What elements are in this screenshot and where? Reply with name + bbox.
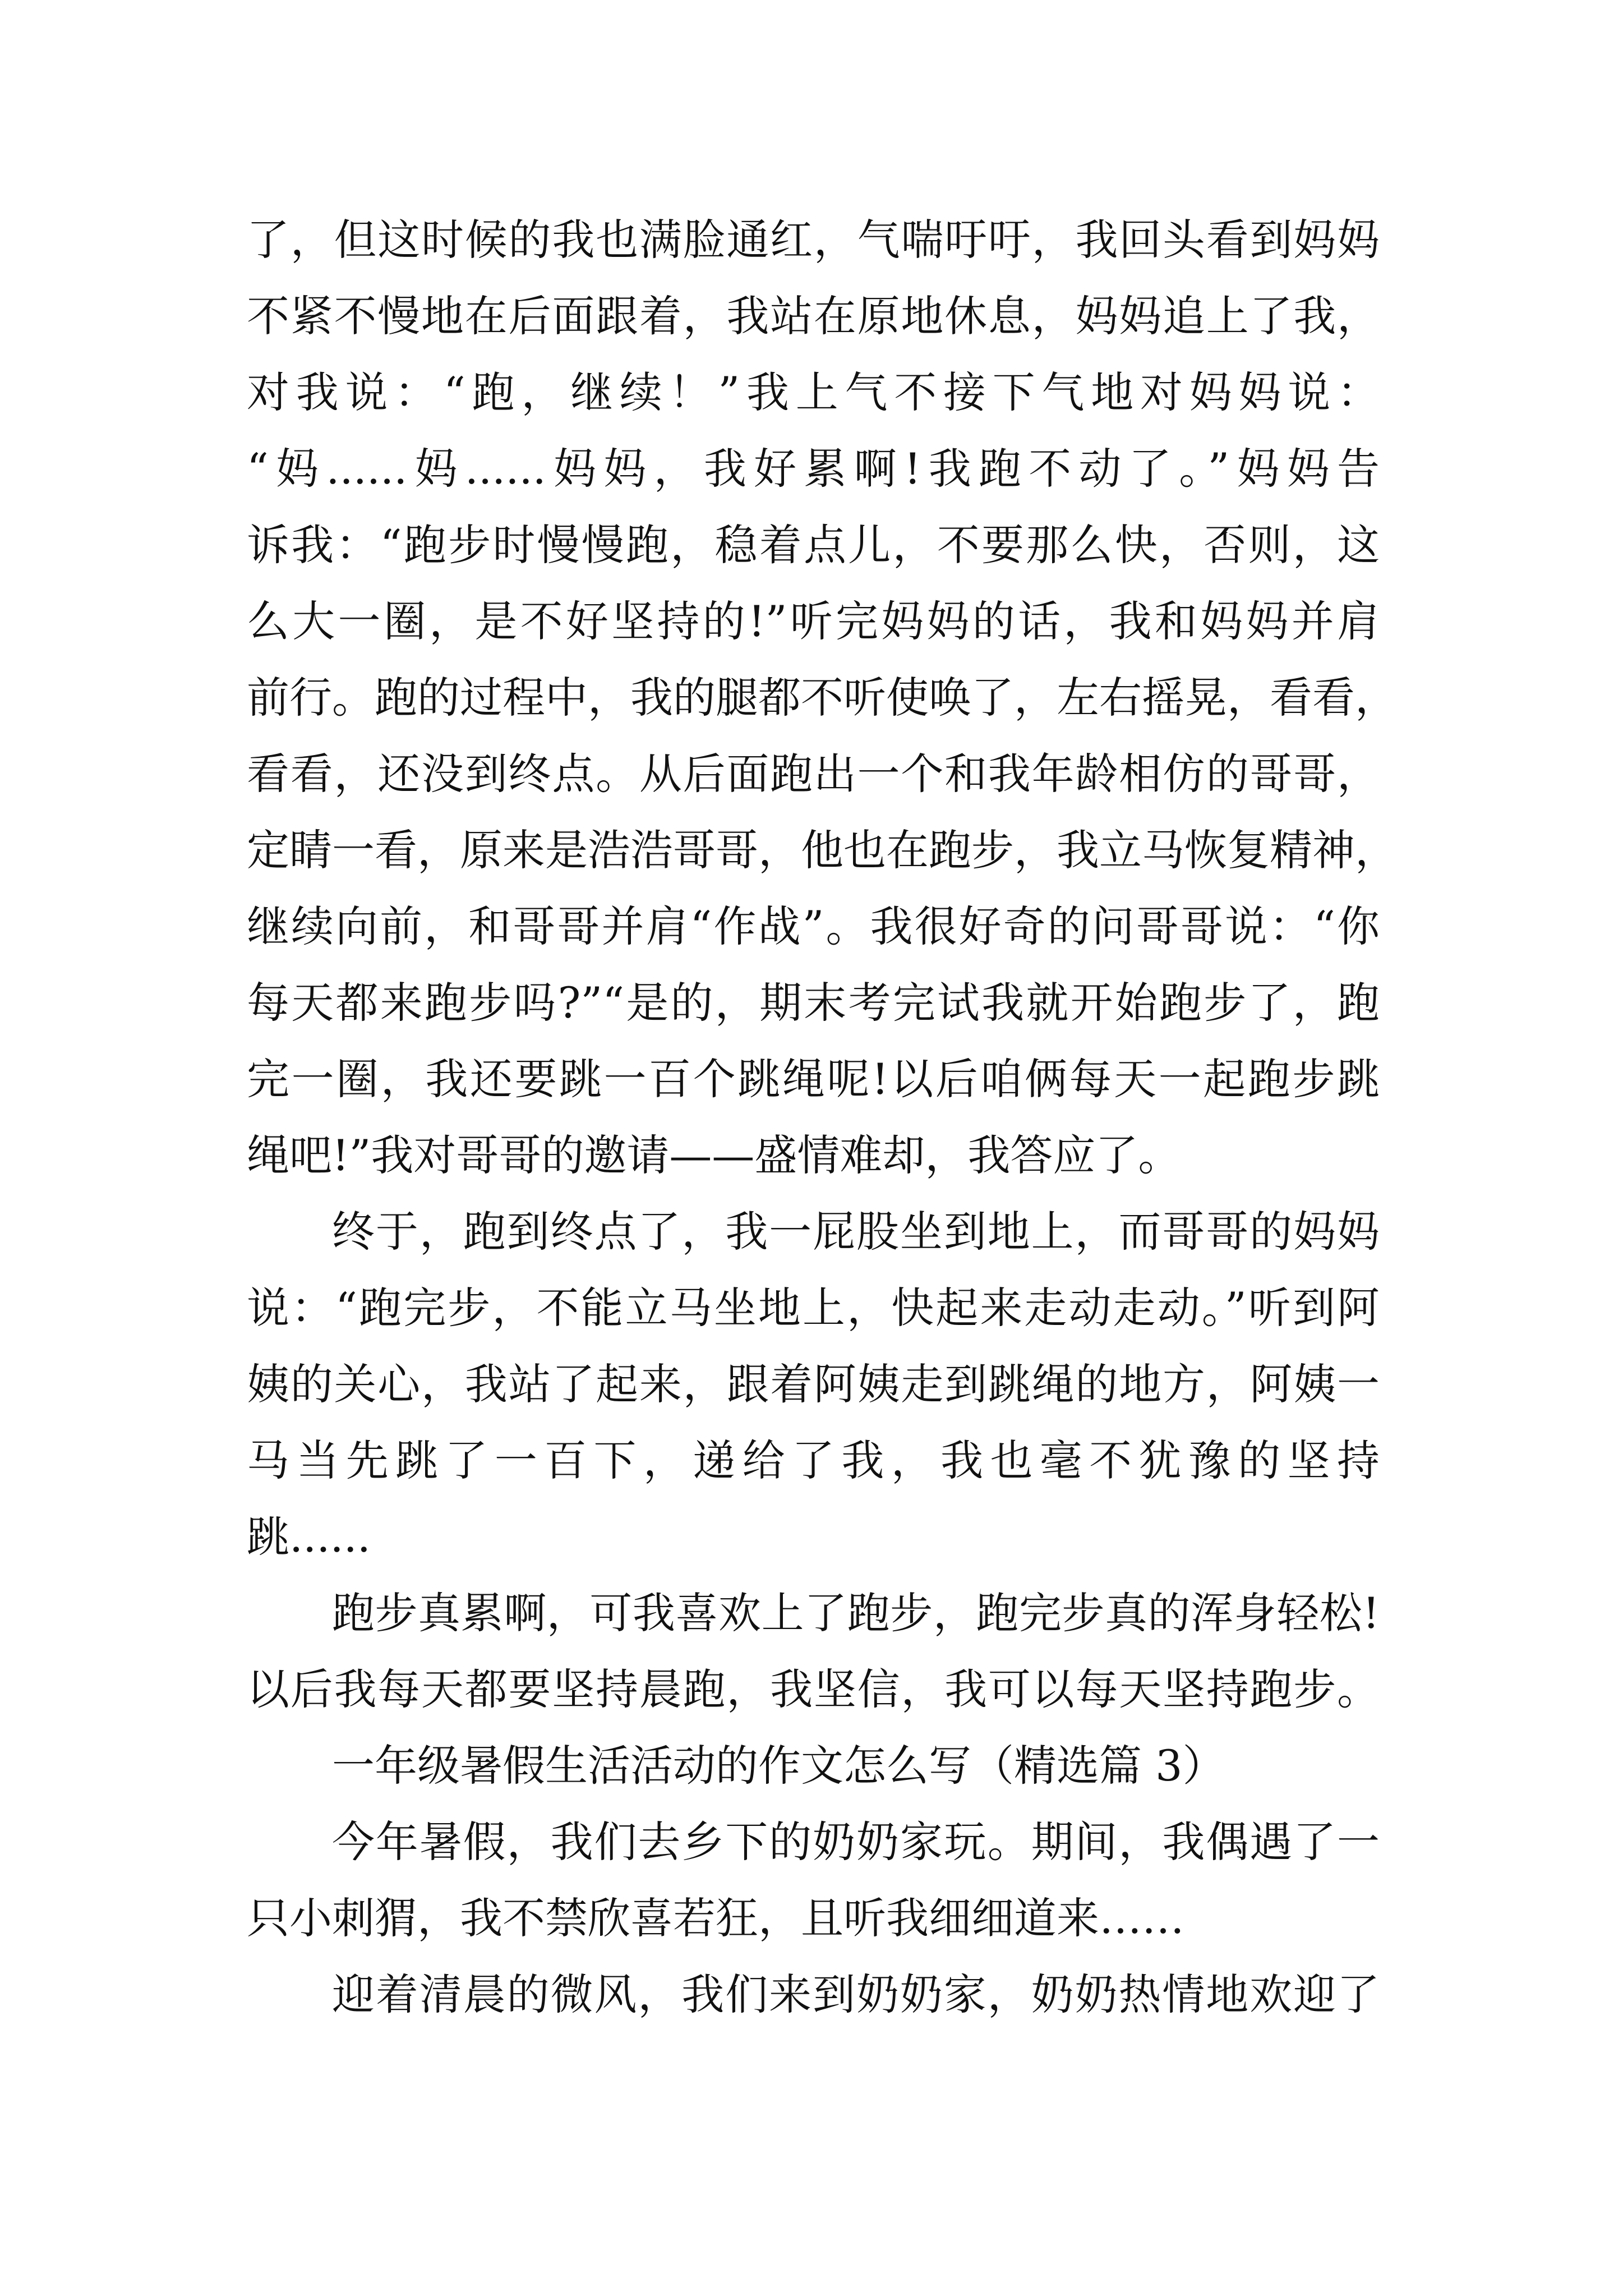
text-line: 以后我每天都要坚持晨跑，我坚信，我可以每天坚持跑步。 — [247, 1664, 1380, 1714]
text-line: “妈......妈......妈妈，我好累啊!我跑不动了。”妈妈告 — [247, 444, 1380, 494]
paragraph-first-line: 迎着清晨的微风，我们来到奶奶家，奶奶热情地欢迎了 — [332, 1970, 1380, 2019]
text-line: 每天都来跑步吗?”“是的，期末考完试我就开始跑步了，跑 — [247, 978, 1380, 1028]
text-line: 不紧不慢地在后面跟着，我站在原地休息，妈妈追上了我， — [247, 291, 1380, 341]
text-line: 对我说：“跑，继续！”我上气不接下气地对妈妈说： — [247, 367, 1380, 417]
text-line: 定睛一看，原来是浩浩哥哥，他也在跑步，我立马恢复精神， — [247, 825, 1398, 875]
text-line: 么大一圈，是不好坚持的!”听完妈妈的话，我和妈妈并肩 — [247, 596, 1380, 646]
paragraph-first-line: 今年暑假，我们去乡下的奶奶家玩。期间，我偶遇了一 — [332, 1817, 1380, 1867]
text-line: 只小刺猬，我不禁欣喜若狂，且听我细细道来…… — [247, 1893, 1184, 1943]
text-line: 跳...... — [247, 1512, 371, 1562]
text-line: 诉我：“跑步时慢慢跑，稳着点儿，不要那么快，否则，这 — [247, 520, 1380, 570]
text-line: 看看，还没到终点。从后面跑出一个和我年龄相仿的哥哥， — [247, 749, 1380, 799]
text-line: 马当先跳了一百下，递给了我，我也毫不犹豫的坚持 — [247, 1435, 1380, 1485]
text-line: 了，但这时候的我也满脸通红，气喘吁吁，我回头看到妈妈 — [247, 215, 1380, 265]
text-line: 说：“跑完步，不能立马坐地上，快起来走动走动。”听到阿 — [247, 1283, 1380, 1333]
section-heading: 一年级暑假生活活动的作文怎么写（精选篇 3） — [332, 1741, 1225, 1791]
text-line: 完一圈，我还要跳一百个跳绳呢!以后咱俩每天一起跑步跳 — [247, 1054, 1380, 1104]
text-line: 姨的关心，我站了起来，跟着阿姨走到跳绳的地方，阿姨一 — [247, 1359, 1380, 1409]
paragraph-first-line: 终于，跑到终点了，我一屁股坐到地上，而哥哥的妈妈 — [332, 1207, 1380, 1257]
text-line: 前行。跑的过程中，我的腿都不听使唤了，左右摇晃，看看， — [247, 673, 1398, 723]
text-line: 继续向前，和哥哥并肩“作战”。我很好奇的问哥哥说：“你 — [247, 901, 1380, 951]
text-line: 绳吧!”我对哥哥的邀请——盛情难却，我答应了。 — [247, 1130, 1181, 1180]
paragraph-first-line: 跑步真累啊，可我喜欢上了跑步，跑完步真的浑身轻松! — [332, 1588, 1380, 1638]
